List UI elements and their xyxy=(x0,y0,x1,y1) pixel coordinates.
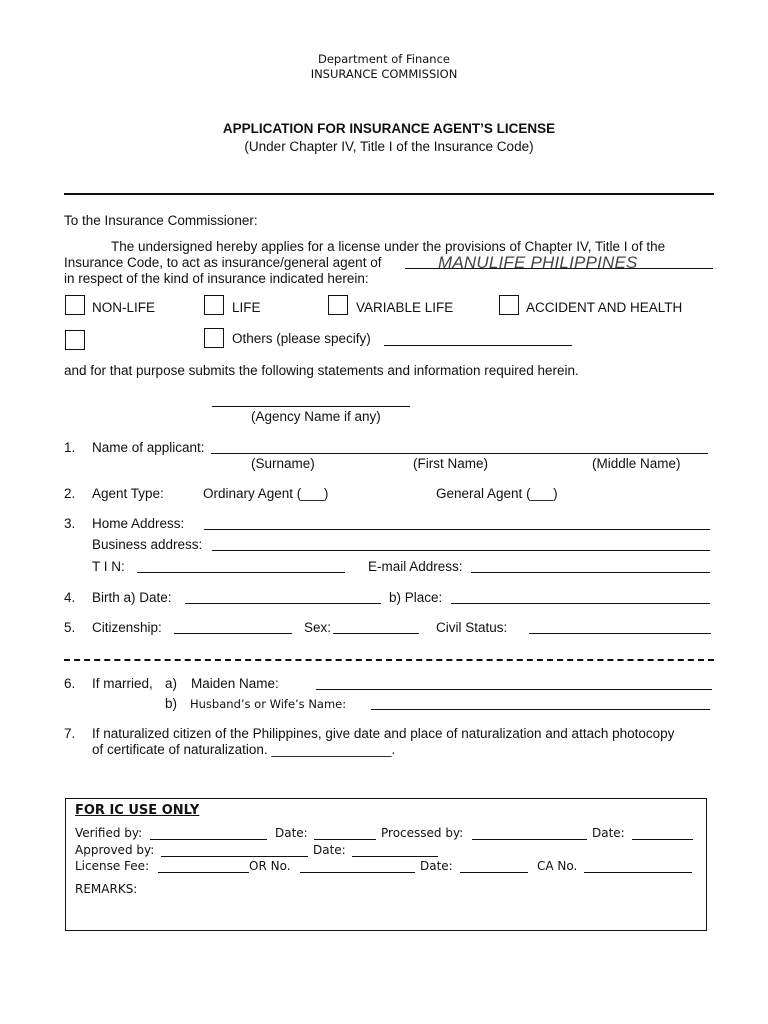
first-name-caption: (First Name) xyxy=(413,456,488,471)
variable-life-checkbox[interactable] xyxy=(328,295,348,315)
others-specify-field[interactable] xyxy=(384,345,572,346)
maiden-name-label: Maiden Name: xyxy=(191,676,279,691)
item-number-7: 7. xyxy=(64,726,76,741)
life-checkbox[interactable] xyxy=(204,295,224,315)
agent-type-label: Agent Type: xyxy=(92,486,164,501)
non-life-label: NON-LIFE xyxy=(92,300,156,315)
citizenship-field[interactable] xyxy=(174,633,292,634)
birth-place-field[interactable] xyxy=(451,603,710,604)
title-divider xyxy=(64,193,714,195)
accident-health-label: ACCIDENT AND HEALTH xyxy=(526,300,683,315)
business-address-field[interactable] xyxy=(212,550,710,551)
tin-field[interactable] xyxy=(137,572,345,573)
item-number-6: 6. xyxy=(64,676,76,691)
extra-checkbox[interactable] xyxy=(65,330,85,350)
processed-date-label: Date: xyxy=(592,826,625,840)
commission-name: INSURANCE COMMISSION xyxy=(310,67,458,81)
ic-use-title: FOR IC USE ONLY xyxy=(75,803,200,818)
intro-line-1: The undersigned hereby applies for a license under the provisions of Chapter IV, Title I of the xyxy=(111,239,666,254)
approved-date-label: Date: xyxy=(313,843,346,857)
if-married-label: If married, xyxy=(92,676,153,691)
civil-status-field[interactable] xyxy=(529,633,711,634)
intro-line-2: Insurance Code, to act as insurance/general agent of xyxy=(64,255,382,270)
variable-life-label: VARIABLE LIFE xyxy=(356,300,454,315)
maiden-name-field[interactable] xyxy=(316,689,712,690)
verified-by-field[interactable] xyxy=(150,839,267,840)
home-address-field[interactable] xyxy=(204,529,710,530)
general-agent-option[interactable]: General Agent (___) xyxy=(436,486,558,501)
salutation: To the Insurance Commissioner: xyxy=(64,213,258,228)
birth-date-label: Birth a) Date: xyxy=(92,590,172,605)
item-number-1: 1. xyxy=(64,440,76,455)
license-fee-field[interactable] xyxy=(158,872,249,873)
license-fee-label: License Fee: xyxy=(75,859,150,873)
others-checkbox[interactable] xyxy=(204,328,224,348)
applicant-name-field[interactable] xyxy=(211,453,708,454)
others-label: Others (please specify) xyxy=(232,331,371,346)
verified-date-field[interactable] xyxy=(314,839,376,840)
license-date-field[interactable] xyxy=(460,872,528,873)
license-date-label: Date: xyxy=(420,859,453,873)
naturalization-line-2: of certificate of naturalization. ________________. xyxy=(92,742,396,757)
processed-by-field[interactable] xyxy=(472,839,587,840)
form-title: APPLICATION FOR INSURANCE AGENT’S LICENSE xyxy=(222,121,556,136)
form-subtitle: (Under Chapter IV, Title I of the Insurance Code) xyxy=(244,139,534,154)
or-no-label: OR No. xyxy=(249,859,291,873)
dashed-divider xyxy=(64,659,714,661)
ordinary-agent-option[interactable]: Ordinary Agent (___) xyxy=(203,486,329,501)
spouse-b-label: b) xyxy=(165,696,178,711)
approved-date-field[interactable] xyxy=(352,856,438,857)
maiden-a-label: a) xyxy=(165,676,178,691)
birth-date-field[interactable] xyxy=(185,603,381,604)
spouse-name-field[interactable] xyxy=(371,709,710,710)
email-label: E-mail Address: xyxy=(368,559,463,574)
sex-field[interactable] xyxy=(333,633,419,634)
approved-by-field[interactable] xyxy=(161,856,308,857)
sex-label: Sex: xyxy=(304,620,332,635)
surname-caption: (Surname) xyxy=(251,456,315,471)
accident-health-checkbox[interactable] xyxy=(499,295,519,315)
purpose-text: and for that purpose submits the following statements and information required herein. xyxy=(64,363,579,378)
ca-no-label: CA No. xyxy=(537,859,578,873)
agency-caption: (Agency Name if any) xyxy=(251,409,381,424)
middle-name-caption: (Middle Name) xyxy=(592,456,681,471)
home-address-label: Home Address: xyxy=(92,516,185,531)
ca-no-field[interactable] xyxy=(584,872,692,873)
life-label: LIFE xyxy=(232,300,261,315)
naturalization-line-1: If naturalized citizen of the Philippines, give date and place of naturalization and attach photocopy xyxy=(92,726,675,741)
processed-by-label: Processed by: xyxy=(381,826,464,840)
item-number-4: 4. xyxy=(64,590,76,605)
verified-by-label: Verified by: xyxy=(75,826,143,840)
non-life-checkbox[interactable] xyxy=(65,295,85,315)
email-field[interactable] xyxy=(471,572,710,573)
civil-status-label: Civil Status: xyxy=(436,620,508,635)
intro-line-3: in respect of the kind of insurance indicated herein: xyxy=(64,271,369,286)
department-name: Department of Finance xyxy=(318,52,450,66)
processed-date-field[interactable] xyxy=(632,839,693,840)
spouse-name-label: Husband’s or Wife’s Name: xyxy=(190,697,347,711)
agent-of-field[interactable]: MANULIFE PHILIPPINES xyxy=(438,253,638,272)
item-number-3: 3. xyxy=(64,516,76,531)
applicant-name-label: Name of applicant: xyxy=(92,440,205,455)
approved-by-label: Approved by: xyxy=(75,843,155,857)
tin-label: T I N: xyxy=(92,559,125,574)
remarks-label: REMARKS: xyxy=(75,882,138,896)
birth-place-label: b) Place: xyxy=(389,590,443,605)
business-address-label: Business address: xyxy=(92,537,203,552)
verified-date-label: Date: xyxy=(275,826,308,840)
item-number-2: 2. xyxy=(64,486,76,501)
citizenship-label: Citizenship: xyxy=(92,620,162,635)
or-no-field[interactable] xyxy=(300,872,415,873)
item-number-5: 5. xyxy=(64,620,76,635)
agency-name-field[interactable] xyxy=(212,406,410,407)
